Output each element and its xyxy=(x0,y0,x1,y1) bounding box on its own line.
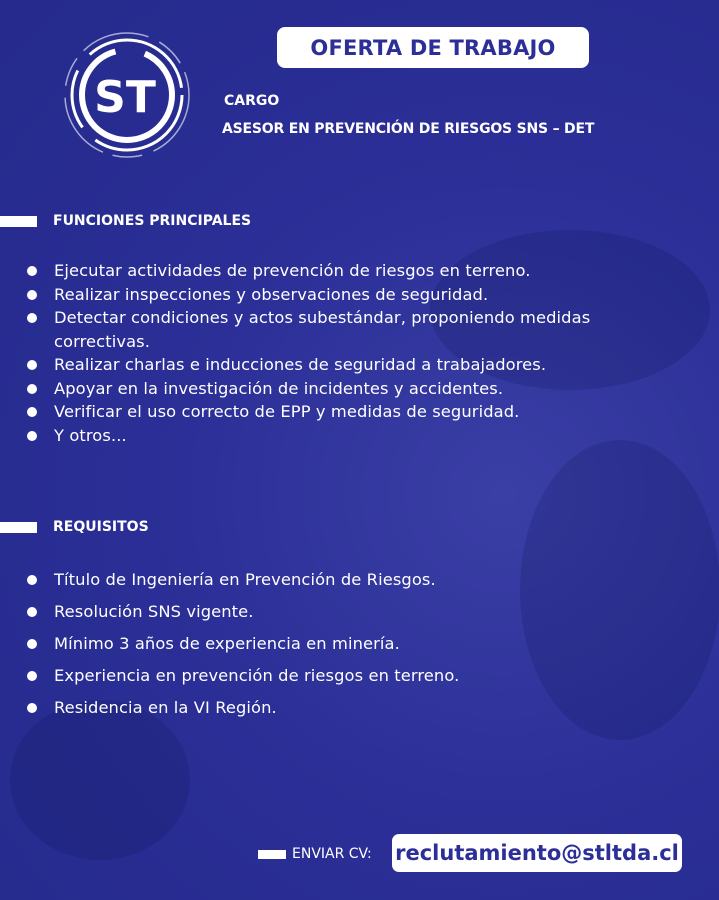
list-item: Detectar condiciones y actos subestándar, proponiendo medidas correctivas. xyxy=(27,306,594,353)
offer-title: OFERTA DE TRABAJO xyxy=(310,35,556,60)
email-link[interactable]: reclutamiento@stltda.cl xyxy=(395,841,679,865)
section-marker xyxy=(0,522,37,533)
functions-list xyxy=(27,259,627,447)
list-item: Realizar inspecciones y observaciones de seguridad. xyxy=(27,283,627,307)
list-item: Verificar el uso correcto de EPP y medidas de seguridad. xyxy=(27,400,627,424)
logo-text: ST xyxy=(94,72,156,123)
list-item: Ejecutar actividades de prevención de riesgos en terreno. xyxy=(27,259,627,283)
offer-title-badge xyxy=(277,27,589,68)
cv-marker xyxy=(258,850,286,859)
st-logo-icon xyxy=(62,30,192,160)
list-item: Experiencia en prevención de riesgos en terreno. xyxy=(27,664,647,688)
list-item: Apoyar en la investigación de incidentes y accidentes. xyxy=(27,377,627,401)
cargo-value: ASESOR EN PREVENCIÓN DE RIESGOS SNS – DET xyxy=(222,121,595,137)
email-badge[interactable] xyxy=(392,834,682,872)
cv-label: ENVIAR CV: xyxy=(292,846,372,862)
requirements-list xyxy=(27,568,647,728)
cargo-label: CARGO xyxy=(224,93,280,109)
section-marker xyxy=(0,216,37,227)
list-item: Realizar charlas e inducciones de seguridad a trabajadores. xyxy=(27,353,627,377)
list-item: Y otros... xyxy=(27,424,627,448)
functions-title: FUNCIONES PRINCIPALES xyxy=(53,213,252,229)
list-item: Mínimo 3 años de experiencia en minería. xyxy=(27,632,647,656)
list-item: Residencia en la VI Región. xyxy=(27,696,647,720)
list-item: Título de Ingeniería en Prevención de Riesgos. xyxy=(27,568,647,592)
requirements-title: REQUISITOS xyxy=(53,519,149,535)
list-item: Resolución SNS vigente. xyxy=(27,600,647,624)
